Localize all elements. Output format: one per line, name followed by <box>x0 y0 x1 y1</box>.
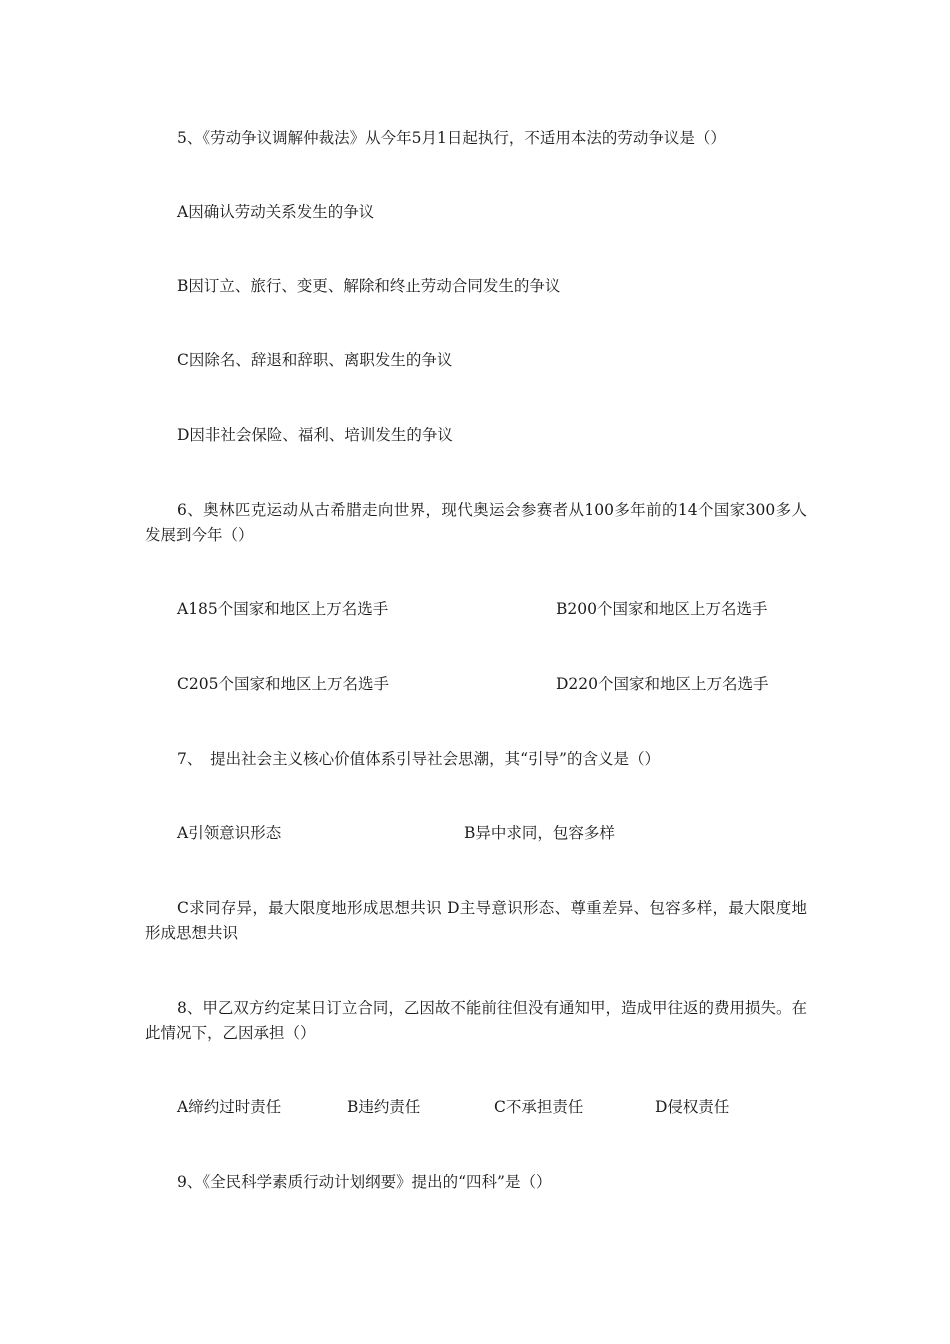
question-5-option-a: A因确认劳动关系发生的争议 <box>177 203 375 221</box>
question-7-option-c-d: C求同存异，最大限度地形成思想共识 D主导意识形态、尊重差异、包容多样，最大限度地形成思想共识 <box>145 899 807 942</box>
question-5-option-d: D因非社会保险、福利、培训发生的争议 <box>177 426 453 444</box>
question-8-option-d: D侵权责任 <box>655 1098 730 1116</box>
question-7-stem: 7、 提出社会主义核心价值体系引导社会思潮，其“引导”的含义是（） <box>177 750 660 768</box>
question-6-option-d: D220个国家和地区上万名选手 <box>556 675 769 693</box>
question-8-option-a: A缔约过时责任 <box>177 1098 282 1116</box>
question-6-option-c: C205个国家和地区上万名选手 <box>177 675 389 693</box>
question-5-option-c: C因除名、辞退和辞职、离职发生的争议 <box>177 351 453 369</box>
question-8-stem: 8、甲乙双方约定某日订立合同，乙因故不能前往但没有通知甲，造成甲往返的费用损失。在此情况下，乙因承担（） <box>145 999 807 1042</box>
question-8-option-c: C不承担责任 <box>494 1098 584 1116</box>
question-7-option-a: A引领意识形态 <box>177 824 282 842</box>
question-6-option-b: B200个国家和地区上万名选手 <box>556 600 768 618</box>
question-6-stem: 6、奥林匹克运动从古希腊走向世界，现代奥运会参赛者从100多年前的14个国家300多人发展到今年（） <box>145 501 807 544</box>
question-6-option-a: A185个国家和地区上万名选手 <box>177 600 389 618</box>
question-5-stem: 5、《劳动争议调解仲裁法》从今年5月1日起执行，不适用本法的劳动争议是（） <box>177 129 726 147</box>
question-5-option-b: B因订立、旅行、变更、解除和终止劳动合同发生的争议 <box>177 277 561 295</box>
question-8-option-b: B违约责任 <box>347 1098 421 1116</box>
question-9-stem: 9、《全民科学素质行动计划纲要》提出的“四科”是（） <box>177 1173 552 1191</box>
question-7-option-b: B异中求同，包容多样 <box>464 824 615 842</box>
